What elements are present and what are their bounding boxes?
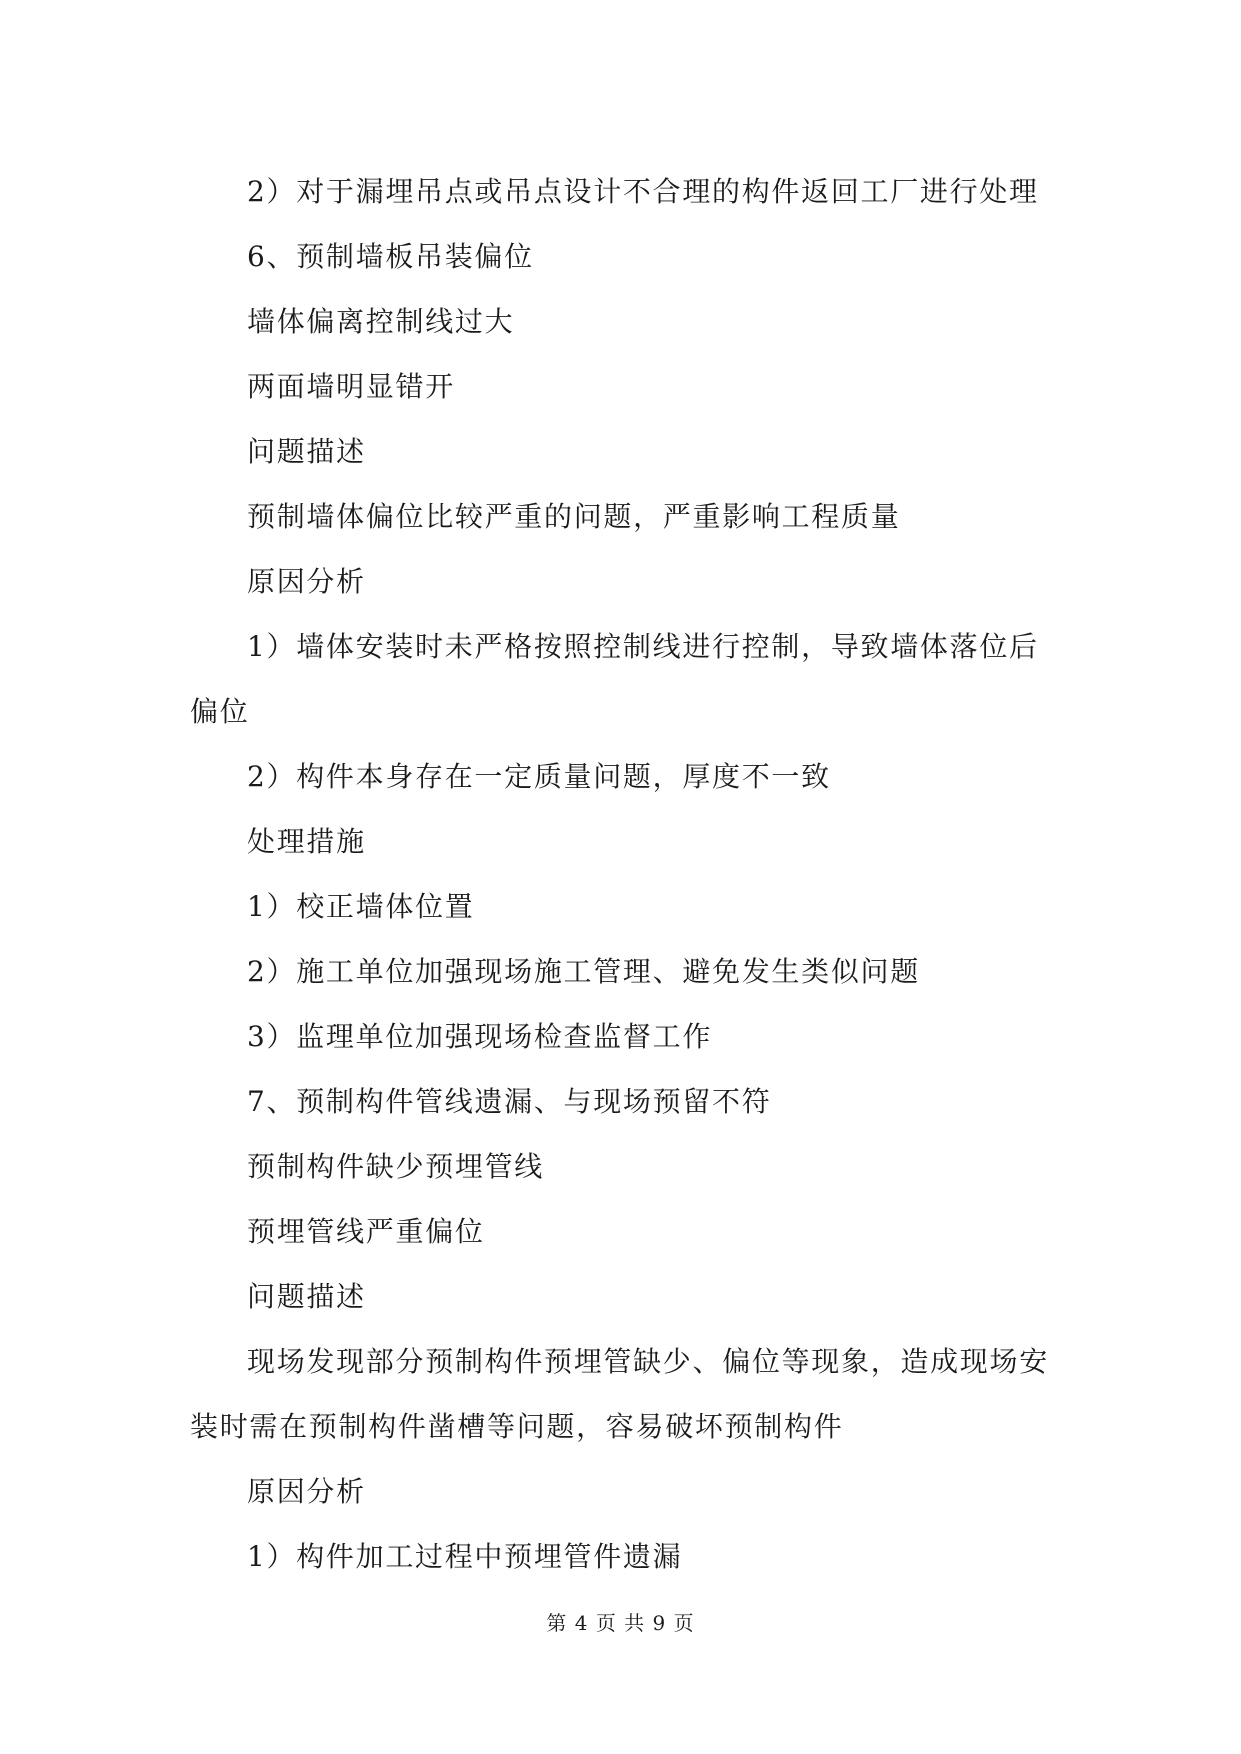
section-heading: 7、预制构件管线遗漏、与现场预留不符: [247, 1085, 772, 1118]
paragraph: 2）对于漏埋吊点或吊点设计不合理的构件返回工厂进行处理: [247, 175, 1039, 208]
subheading: 原因分析: [247, 565, 366, 598]
paragraph: 3）监理单位加强现场检查监督工作: [247, 1020, 713, 1053]
paragraph: 墙体偏离控制线过大: [247, 305, 515, 338]
paragraph: 2）施工单位加强现场施工管理、避免发生类似问题: [247, 955, 920, 988]
subheading: 原因分析: [247, 1475, 366, 1508]
page-footer: 第 4 页 共 9 页: [546, 1611, 695, 1635]
paragraph: 两面墙明显错开: [247, 370, 455, 403]
paragraph: 2）构件本身存在一定质量问题，厚度不一致: [247, 760, 831, 793]
paragraph: 预制构件缺少预埋管线: [247, 1150, 545, 1183]
subheading: 处理措施: [247, 825, 366, 858]
paragraph: 预埋管线严重偏位: [247, 1215, 485, 1248]
paragraph: 1）校正墙体位置: [247, 890, 475, 923]
paragraph: 现场发现部分预制构件预埋管缺少、偏位等现象，造成现场安装时需在预制构件凿槽等问题，容易破坏预制构件: [190, 1345, 1049, 1443]
subheading: 问题描述: [247, 1280, 366, 1313]
document-body: [190, 159, 1060, 1589]
paragraph: 1）构件加工过程中预埋管件遗漏: [247, 1540, 683, 1573]
paragraph: 预制墙体偏位比较严重的问题，严重影响工程质量: [247, 500, 901, 533]
paragraph: 1）墙体安装时未严格按照控制线进行控制，导致墙体落位后偏位: [190, 630, 1039, 728]
section-heading: 6、预制墙板吊装偏位: [247, 240, 534, 273]
subheading: 问题描述: [247, 435, 366, 468]
